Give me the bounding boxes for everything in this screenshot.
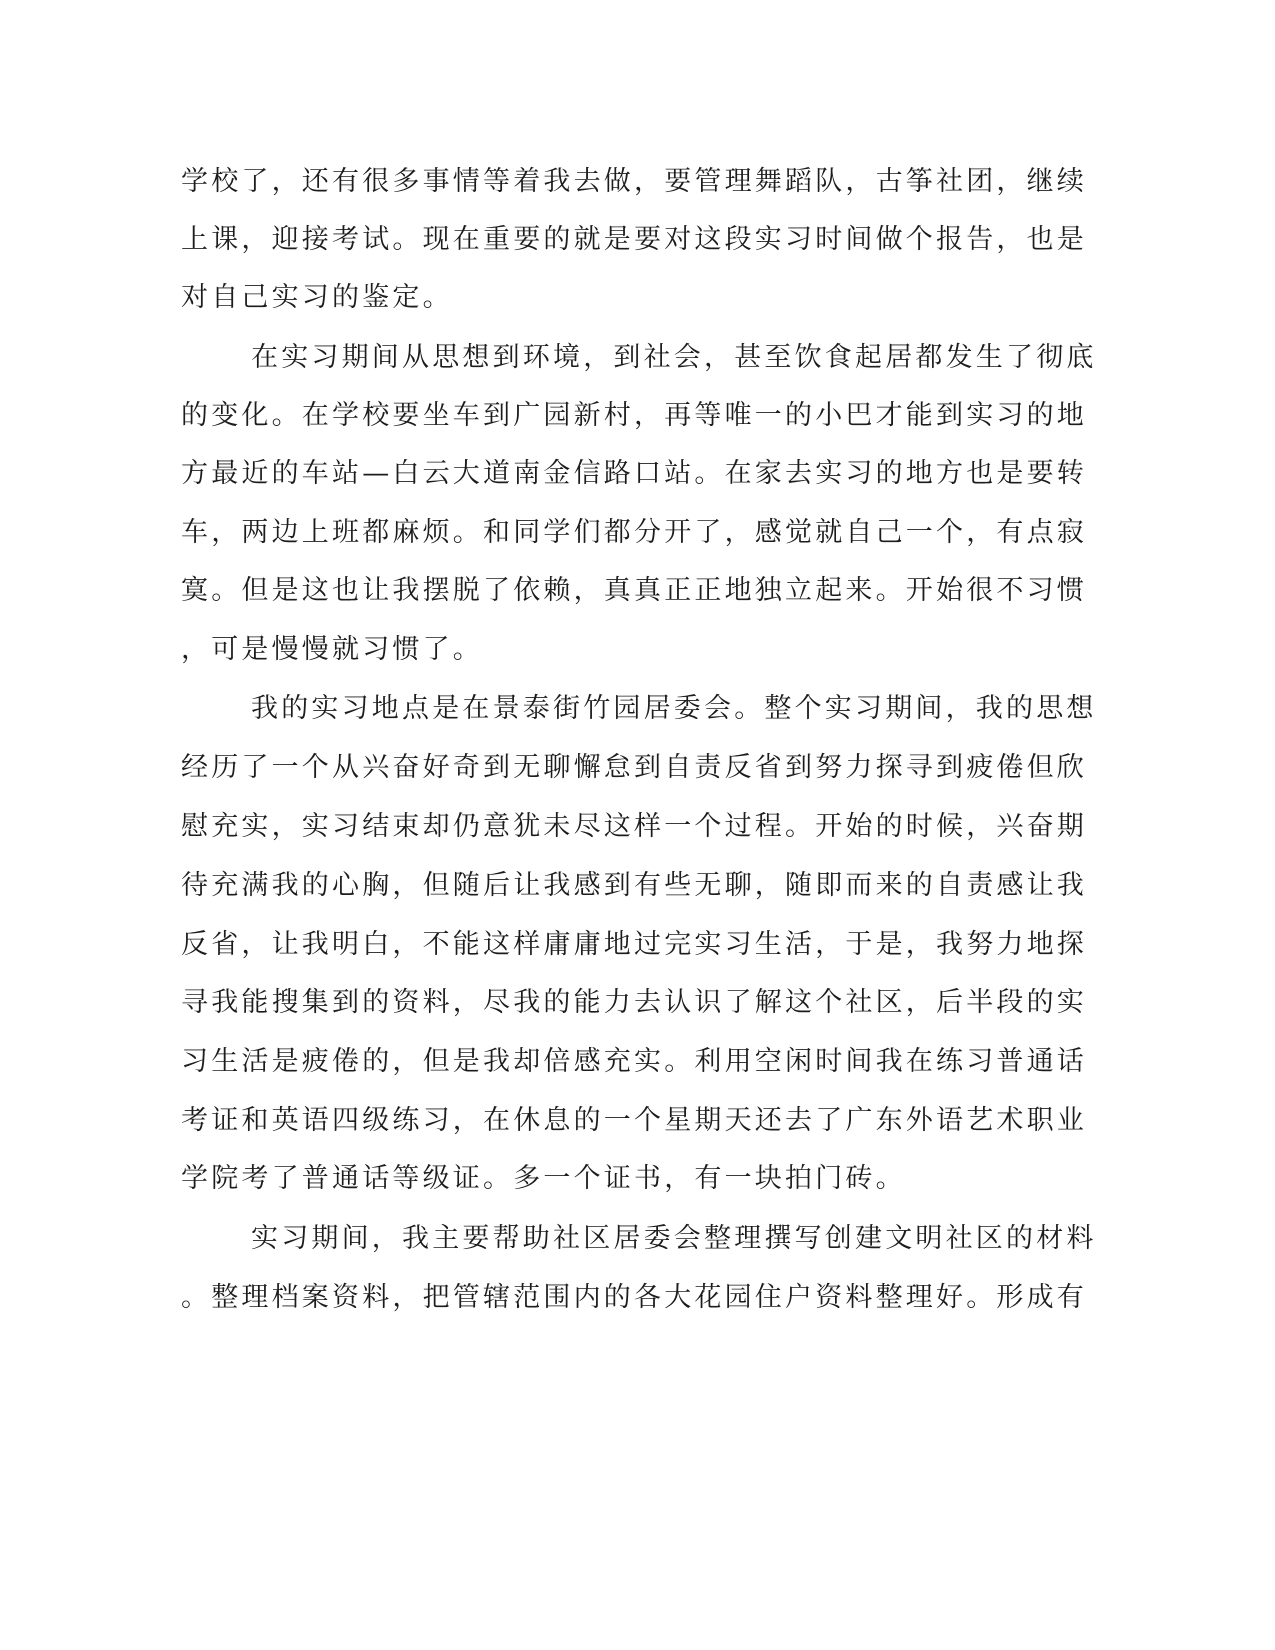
paragraph-line: 学院考了普通话等级证。多一个证书，有一块拍门砖。 xyxy=(181,1163,906,1194)
paragraph-line: 上课，迎接考试。现在重要的就是要对这段实习时间做个报告，也是 xyxy=(181,224,1087,255)
paragraph-line: 待充满我的心胸，但随后让我感到有些无聊，随即而来的自责感让我 xyxy=(181,870,1087,901)
paragraph-line: 。整理档案资料，把管辖范围内的各大花园住户资料整理好。形成有 xyxy=(181,1282,1087,1313)
paragraph-line: 慰充实，实习结束却仍意犹未尽这样一个过程。开始的时候，兴奋期 xyxy=(181,811,1087,842)
paragraph-line: 反省，让我明白，不能这样庸庸地过完实习生活，于是，我努力地探 xyxy=(181,929,1087,960)
paragraph-line: 的变化。在学校要坐车到广园新村，再等唯一的小巴才能到实习的地 xyxy=(181,400,1087,431)
paragraph-line: 寻我能搜集到的资料，尽我的能力去认识了解这个社区，后半段的实 xyxy=(181,987,1087,1018)
paragraph-first-line: 我的实习地点是在景泰街竹园居委会。整个实习期间，我的思想 xyxy=(251,693,1097,724)
paragraph-line: 方最近的车站—白云大道南金信路口站。在家去实习的地方也是要转 xyxy=(181,458,1087,489)
paragraph-first-line: 在实习期间从思想到环境，到社会，甚至饮食起居都发生了彻底 xyxy=(251,342,1097,373)
paragraph-line: 寞。但是这也让我摆脱了依赖，真真正正地独立起来。开始很不习惯 xyxy=(181,575,1087,606)
paragraph-line: ，可是慢慢就习惯了。 xyxy=(181,634,483,665)
paragraph-line: 经历了一个从兴奋好奇到无聊懈怠到自责反省到努力探寻到疲倦但欣 xyxy=(181,752,1087,783)
paragraph-first-line: 实习期间，我主要帮助社区居委会整理撰写创建文明社区的材料 xyxy=(251,1223,1097,1254)
paragraph-line: 车，两边上班都麻烦。和同学们都分开了，感觉就自己一个，有点寂 xyxy=(181,517,1087,548)
paragraph-line: 习生活是疲倦的，但是我却倍感充实。利用空闲时间我在练习普通话 xyxy=(181,1046,1087,1077)
paragraph-line: 对自己实习的鉴定。 xyxy=(181,282,453,313)
paragraph-line: 学校了，还有很多事情等着我去做，要管理舞蹈队，古筝社团，继续 xyxy=(181,166,1087,197)
paragraph-line: 考证和英语四级练习，在休息的一个星期天还去了广东外语艺术职业 xyxy=(181,1105,1087,1136)
